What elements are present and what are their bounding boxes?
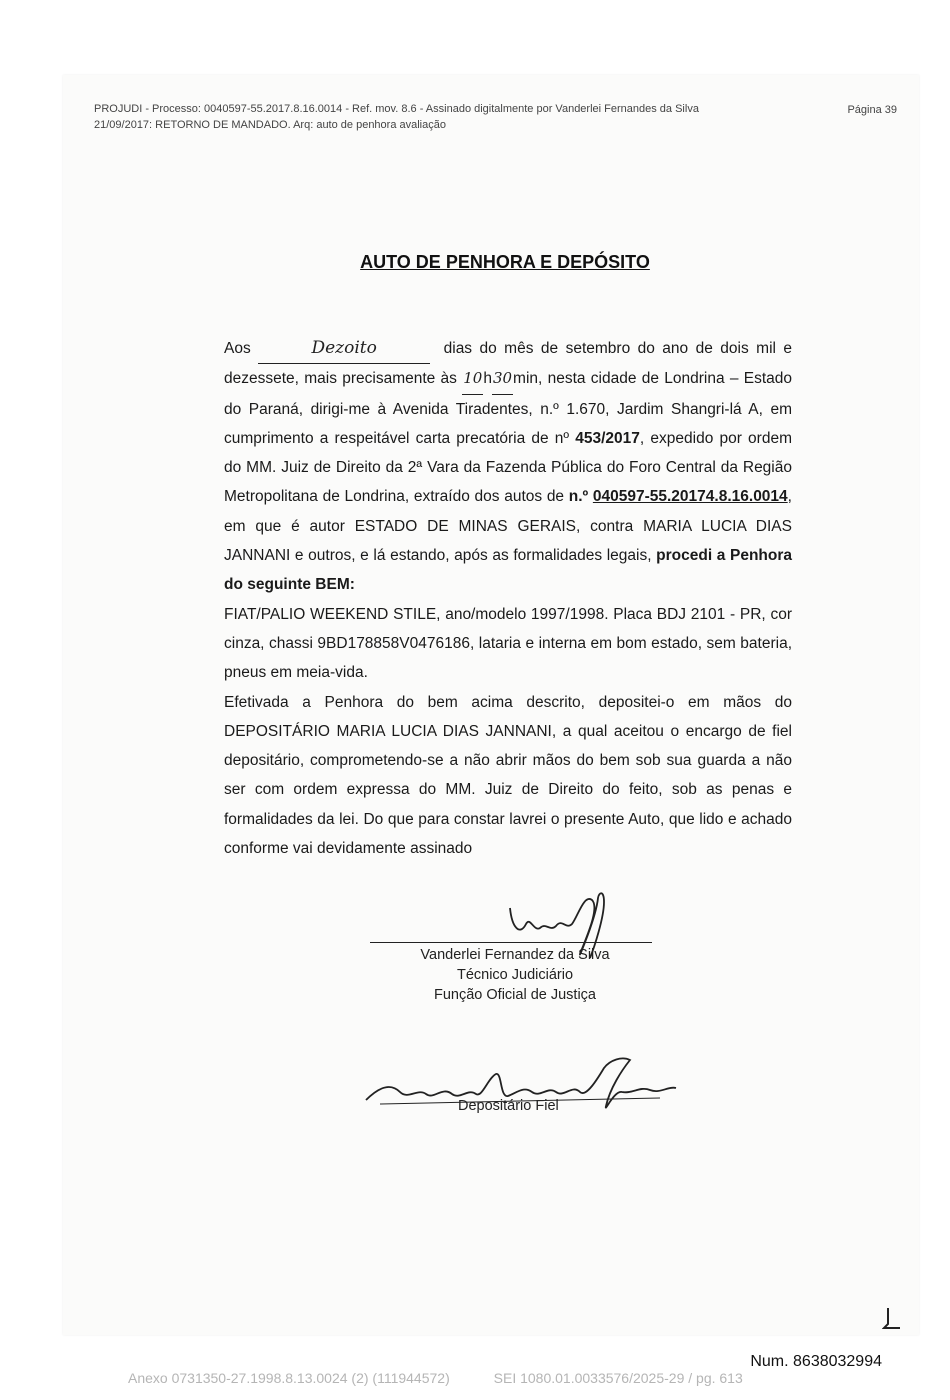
annex-reference: Anexo 0731350-27.1998.8.13.0024 (2) (111944572) (128, 1370, 450, 1386)
digital-signature-stamp (94, 101, 834, 133)
officer-signature-line (370, 942, 652, 943)
paragraph-2: FIAT/PALIO WEEKEND STILE, ano/modelo 1997/1998. Placa BDJ 2101 - PR, cor cinza, chassi 9BD178858V0476186, lataria e interna em bom estado, sem bateria, pneus em meia-vida. (224, 605, 792, 682)
stamp-line-1: PROJUDI - Processo: 0040597-55.2017.8.16.0014 - Ref. mov. 8.6 - Assinado digitalmente por Vanderlei Fernandes da Silva (94, 103, 699, 115)
document-title: AUTO DE PENHORA E DEPÓSITO (360, 252, 650, 272)
page-footer (128, 1370, 783, 1386)
paragraph-1: Aos Dezoito dias do mês de setembro do ano de dois mil e dezessete, mais precisamente às 10h30min, nesta cidade de Londrina – Estado do Paraná, dirigi-me à Avenida Tiradentes, n.º 1.670, Jardim Shangri-lá A, em cumprimento a respeitável carta precatória de nº 453/2017, expedido por ordem do MM. Juiz de Direito da 2ª Vara da Fazenda Pública do Foro Central da Região Metropolitana de Londrina, extraído dos autos de n.º 040597-55.20174.8.16.0014, em que é autor ESTADO DE MINAS GERAIS, contra MARIA LUCIA DIAS JANNANI e outros, e lá estando, após as formalidades legais, procedi a Penhora do seguinte BEM: (224, 334, 792, 600)
officer-name: Vanderlei Fernandez da Silva (420, 947, 610, 963)
autos-label: n.º (568, 488, 589, 506)
paragraph-3: Efetivada a Penhora do bem acima descrito, depositei-o em mãos do DEPOSITÁRIO MARIA LUCIA DIAS JANNANI, a qual aceitou o encargo de fiel depositário, comprometendo-se a não abrir mãos do bem sob sua guarda a não ser com ordem expressa do MM. Juiz de Direito do feito, sob as penas e formalidades da lei. Do que para constar lavrei o presente Auto, que lido e achado conforme vai devidamente assinado (224, 693, 792, 858)
officer-role: Técnico Judiciário (456, 967, 574, 983)
handwritten-minutes: 30 (492, 364, 513, 394)
penhora-statement: procedi a Penhora do seguinte BEM: (224, 547, 793, 594)
autos-number: 040597-55.20174.8.16.0014 (592, 488, 788, 506)
precatoria-number: 453/2017 (575, 429, 640, 447)
depositary-label: Depositário Fiel (458, 1098, 559, 1114)
document-number: Num. 8638032994 (750, 1353, 882, 1370)
officer-function: Função Oficial de Justiça (434, 987, 596, 1003)
document-body (224, 334, 792, 863)
scan-mark-icon (882, 1306, 902, 1330)
handwritten-hour: 10 (462, 364, 483, 394)
stamp-line-2: 21/09/2017: RETORNO DE MANDADO. Arq: auto de penhora avaliação (94, 119, 446, 131)
officer-signature-block (370, 890, 660, 1005)
sei-reference: SEI 1080.01.0033576/2025-29 / pg. 613 (493, 1370, 743, 1386)
page-number: Página 39 (847, 104, 897, 116)
handwritten-day: Dezoito (258, 334, 430, 364)
depositary-signature-scribble (360, 1048, 690, 1128)
